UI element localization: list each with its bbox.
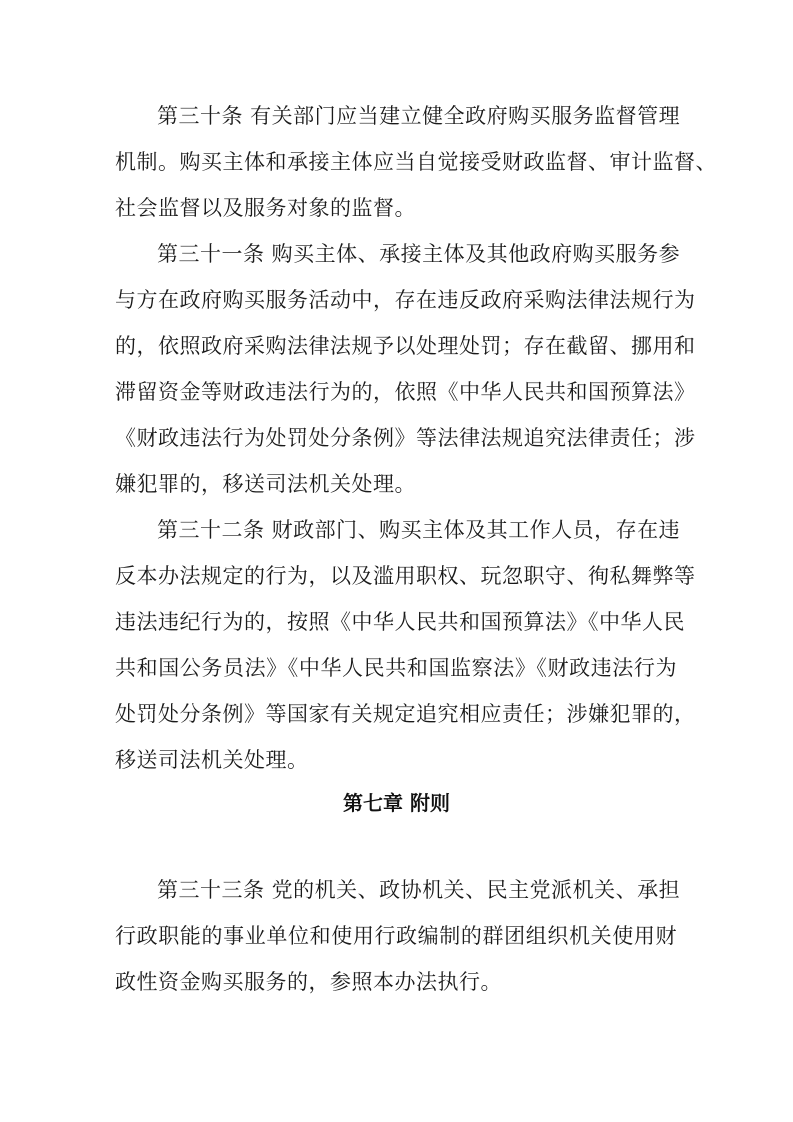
article-33-line-1: 第三十三条 党的机关、政协机关、民主党派机关、承担 [157, 878, 681, 902]
article-32-line-1: 第三十二条 财政部门、购买主体及其工作人员，存在违 [157, 518, 681, 542]
article-31-line-5: 《财政违法行为处罚处分条例》等法律法规追究法律责任；涉 [115, 426, 696, 450]
article-30-line-1: 第三十条 有关部门应当建立健全政府购买服务监督管理 [157, 104, 681, 128]
article-30-line-3: 社会监督以及服务对象的监督。 [115, 196, 416, 220]
article-31-line-1: 第三十一条 购买主体、承接主体及其他政府购买服务参 [157, 242, 681, 266]
article-32-line-2: 反本办法规定的行为，以及滥用职权、玩忽职守、徇私舞弊等 [115, 564, 696, 588]
article-32-line-4: 共和国公务员法》《中华人民共和国监察法》《财政违法行为 [115, 656, 677, 680]
article-31-line-2: 与方在政府购买服务活动中，存在违反政府采购法律法规行为 [115, 288, 696, 312]
article-31-line-6: 嫌犯罪的，移送司法机关处理。 [115, 472, 416, 496]
chapter-heading: 第七章 附则 [343, 791, 450, 815]
article-32-line-6: 移送司法机关处理。 [115, 748, 309, 772]
article-31-line-3: 的，依照政府采购法律法规予以处理处罚；存在截留、挪用和 [115, 334, 696, 358]
article-32-line-3: 违法违纪行为的，按照《中华人民共和国预算法》《中华人民 [115, 610, 685, 634]
article-31-line-4: 滞留资金等财政违法行为的，依照《中华人民共和国预算法》 [115, 380, 696, 404]
article-32-line-5: 处罚处分条例》等国家有关规定追究相应责任；涉嫌犯罪的， [115, 702, 696, 726]
article-33-line-3: 政性资金购买服务的，参照本办法执行。 [115, 970, 502, 994]
article-33-line-2: 行政职能的事业单位和使用行政编制的群团组织机关使用财 [115, 924, 677, 948]
article-30-line-2: 机制。购买主体和承接主体应当自觉接受财政监督、审计监督、 [115, 150, 717, 174]
